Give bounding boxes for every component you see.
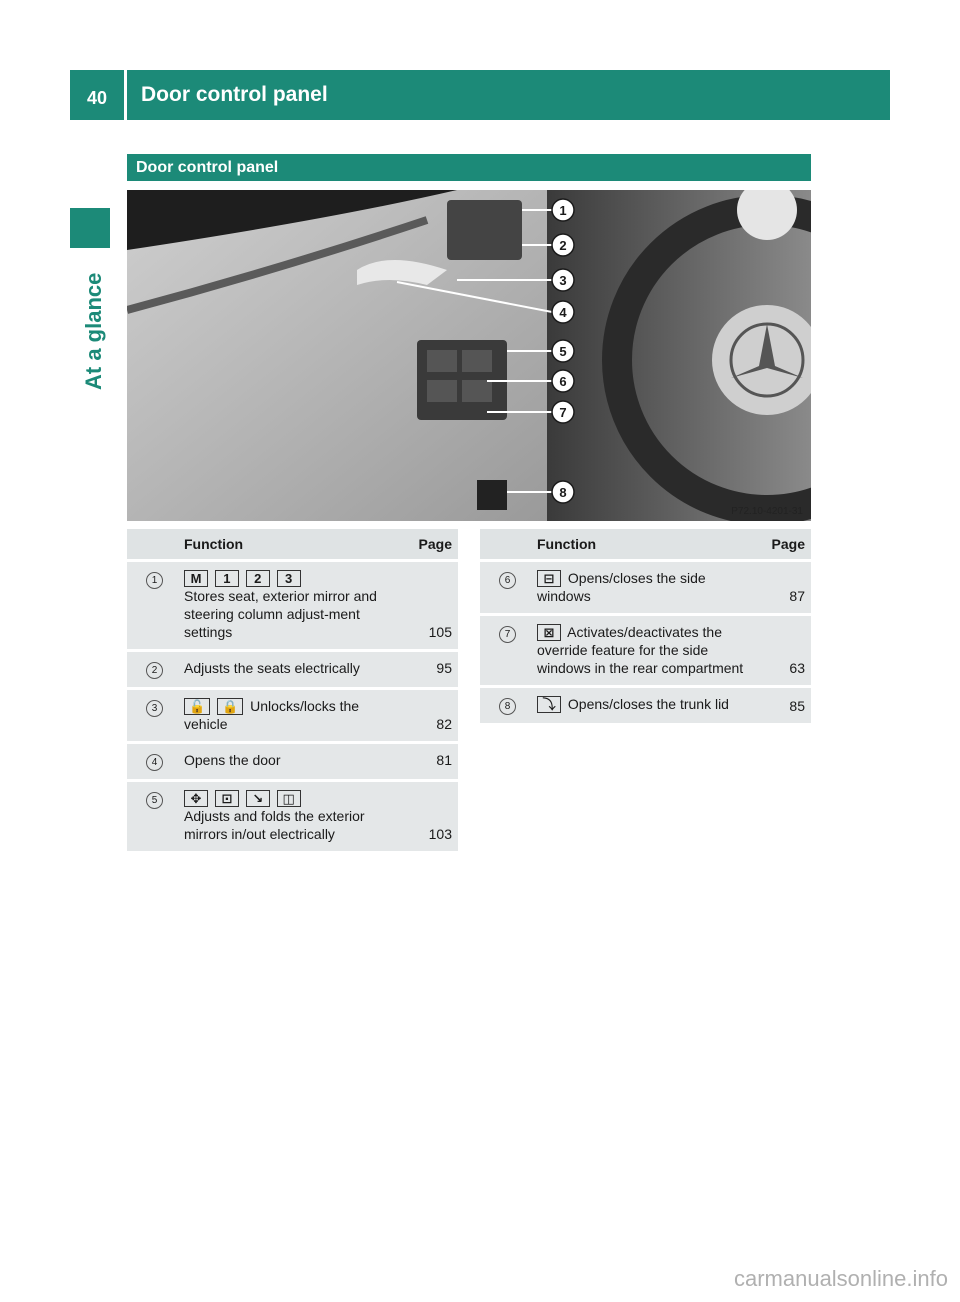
section-title: Door control panel [127, 154, 811, 181]
table-row [127, 782, 458, 851]
row-number: 1 [146, 572, 163, 589]
page-header-cell: Page [752, 529, 811, 559]
function-text: Opens/closes the side windows [537, 570, 706, 604]
row-number: 2 [146, 662, 163, 679]
svg-text:3: 3 [559, 273, 567, 288]
row-number: 5 [146, 792, 163, 809]
mirror-adjust-icon: ✥ [184, 790, 208, 807]
table-row [127, 652, 458, 687]
svg-text:6: 6 [559, 374, 567, 389]
svg-text:1: 1 [559, 203, 567, 218]
function-table-right [480, 526, 811, 726]
function-text: Opens the door [184, 752, 281, 768]
door-panel-photo [127, 190, 811, 521]
trunk-switch [477, 480, 507, 510]
side-tab-label: At a glance [81, 272, 106, 390]
row-number: 3 [146, 700, 163, 717]
row-number: 7 [499, 626, 516, 643]
function-text: Unlocks/locks the vehicle [184, 698, 360, 732]
table-row [127, 690, 458, 741]
function-header: Function [178, 529, 399, 559]
table-header [480, 529, 811, 559]
page-ref: 82 [399, 690, 458, 741]
page-header-cell: Page [399, 529, 458, 559]
side-tab-marker [70, 208, 110, 248]
svg-text:8: 8 [559, 485, 567, 500]
lock-icon: 🔒 [217, 698, 243, 715]
function-text: Opens/closes the trunk lid [567, 696, 729, 712]
page-number: 40 [70, 70, 127, 120]
svg-text:5: 5 [559, 344, 567, 359]
page-ref: 87 [752, 562, 811, 613]
page-ref: 63 [752, 616, 811, 685]
svg-text:2: 2 [559, 238, 567, 253]
row-number: 8 [499, 698, 516, 715]
icon-group [184, 789, 393, 807]
trunk-lid-icon: ⤵ [537, 696, 561, 713]
page-ref: 105 [399, 562, 458, 649]
photo-ref-code: P72.10-4201-31 [731, 506, 803, 517]
seat-switches [447, 200, 522, 260]
side-window-icon: ⊟ [537, 570, 561, 587]
function-header: Function [531, 529, 752, 559]
page-ref: 81 [399, 744, 458, 779]
table-row [480, 616, 811, 685]
function-text: Adjusts the seats electrically [184, 660, 360, 676]
unlock-icon: 🔓 [184, 698, 210, 715]
mirror-fold-icon: ↘ [246, 790, 270, 807]
icon-group [184, 569, 393, 587]
override-lock-icon: ⊠ [537, 624, 561, 641]
row-number: 4 [146, 754, 163, 771]
mirror-select-icon: ⊡ [215, 790, 239, 807]
mirror-right-icon: ◫ [277, 790, 301, 807]
table-header [127, 529, 458, 559]
function-text: Activates/deactivates the override feature for the side windows in the rear compartment [537, 624, 744, 676]
page-title: Door control panel [141, 83, 328, 106]
table-row [127, 744, 458, 779]
table-row [127, 562, 458, 649]
table-row [480, 688, 811, 723]
page-ref: 85 [752, 688, 811, 723]
page-ref: 95 [399, 652, 458, 687]
function-table-left [127, 526, 458, 854]
memory-m-icon: M [184, 570, 208, 587]
memory-3-icon: 3 [277, 570, 301, 587]
table-row [480, 562, 811, 613]
memory-1-icon: 1 [215, 570, 239, 587]
page-header [70, 70, 890, 120]
row-number: 6 [499, 572, 516, 589]
watermark: carmanualsonline.info [733, 1266, 948, 1291]
function-text: Stores seat, exterior mirror and steering column adjust-ment settings [184, 588, 377, 640]
memory-2-icon: 2 [246, 570, 270, 587]
page-ref: 103 [399, 782, 458, 851]
svg-text:7: 7 [559, 405, 567, 420]
function-text: Adjusts and folds the exterior mirrors in/out electrically [184, 808, 365, 842]
svg-text:4: 4 [559, 305, 567, 320]
